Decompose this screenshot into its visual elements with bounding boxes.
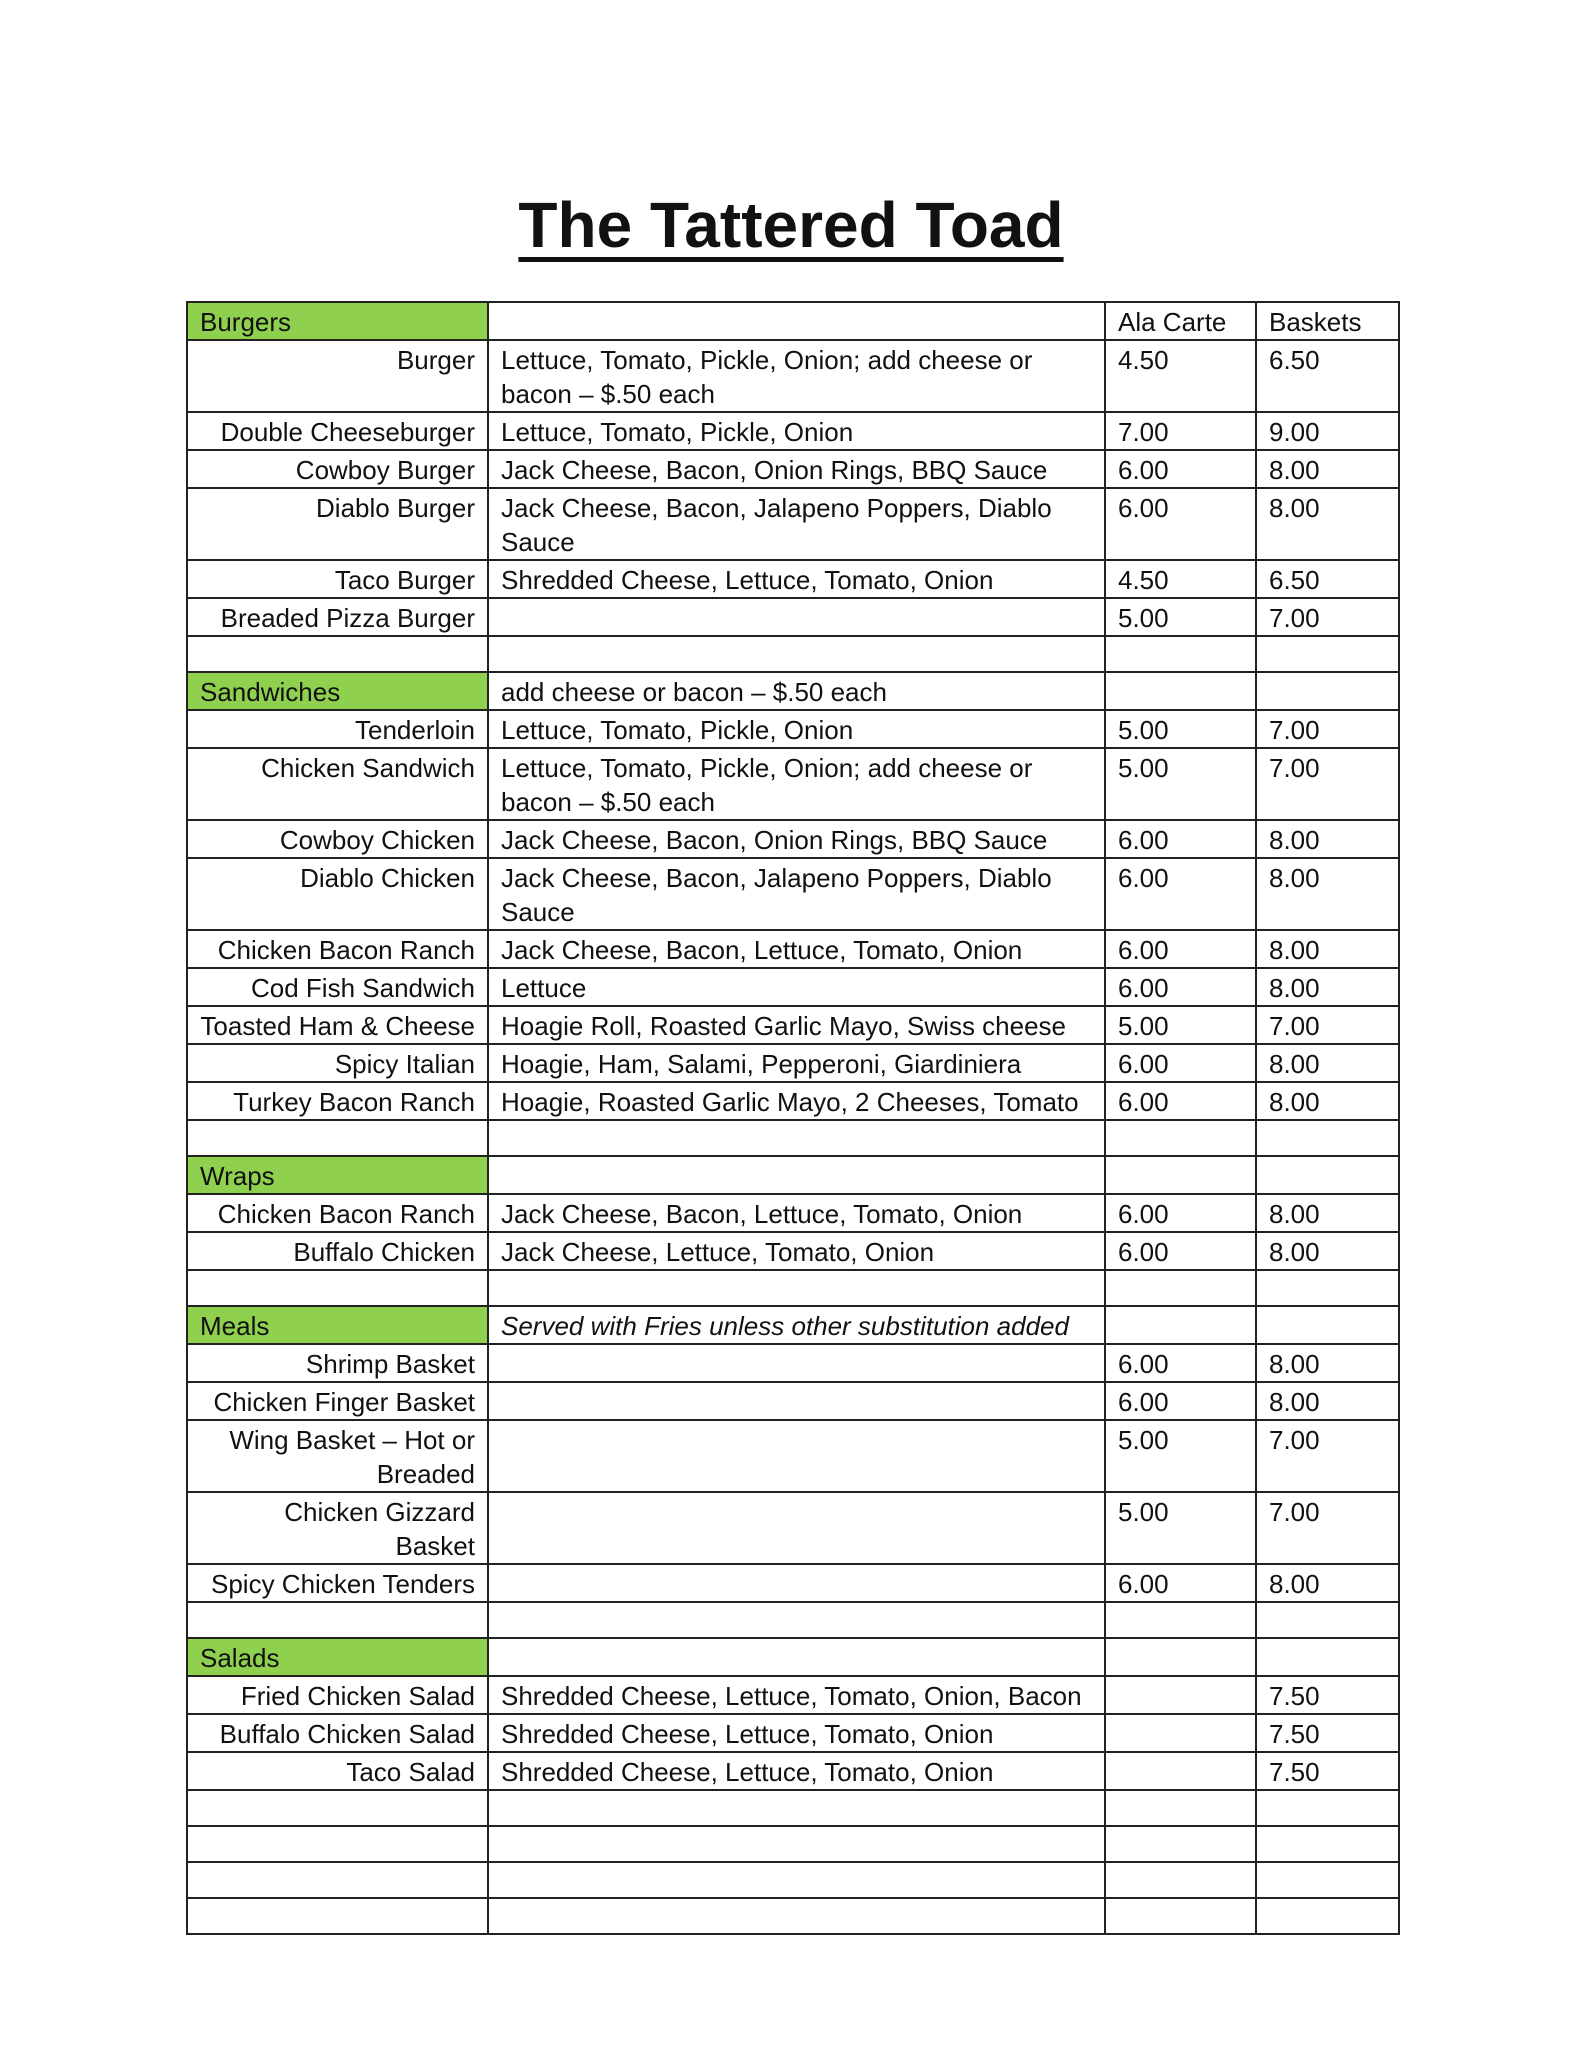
item-price-basket: 8.00 [1256,968,1399,1006]
item-description [488,1492,1105,1564]
item-price-basket: 8.00 [1256,820,1399,858]
item-name: Spicy Italian [187,1044,488,1082]
item-description: Jack Cheese, Bacon, Jalapeno Poppers, Diablo Sauce [488,488,1105,560]
item-price-basket: 7.50 [1256,1676,1399,1714]
item-price-basket: 8.00 [1256,1344,1399,1382]
item-price-ala-carte: 7.00 [1105,412,1256,450]
menu-item-row [187,858,1399,930]
item-name: Cod Fish Sandwich [187,968,488,1006]
item-price-basket: 8.00 [1256,1232,1399,1270]
item-price-ala-carte: 5.00 [1105,748,1256,820]
item-price-ala-carte: 6.00 [1105,488,1256,560]
item-description: Jack Cheese, Bacon, Lettuce, Tomato, Onion [488,1194,1105,1232]
empty-cell [1256,1638,1399,1676]
empty-cell [488,1120,1105,1156]
section-note [488,302,1105,340]
empty-cell [488,1862,1105,1898]
empty-cell [488,636,1105,672]
empty-cell [1105,1898,1256,1934]
item-price-ala-carte [1105,1752,1256,1790]
item-name: Chicken Bacon Ranch [187,1194,488,1232]
item-price-basket: 8.00 [1256,1564,1399,1602]
item-price-ala-carte: 6.00 [1105,1232,1256,1270]
item-description: Hoagie, Ham, Salami, Pepperoni, Giardiniera [488,1044,1105,1082]
item-description [488,598,1105,636]
menu-item-row [187,1676,1399,1714]
menu-item-row [187,1714,1399,1752]
item-price-basket: 8.00 [1256,1044,1399,1082]
menu-item-row [187,1420,1399,1492]
item-price-ala-carte: 5.00 [1105,710,1256,748]
item-description: Lettuce [488,968,1105,1006]
item-price-ala-carte: 5.00 [1105,1006,1256,1044]
item-price-ala-carte: 6.00 [1105,1044,1256,1082]
item-description: Hoagie, Roasted Garlic Mayo, 2 Cheeses, Tomato [488,1082,1105,1120]
item-price-ala-carte: 6.00 [1105,820,1256,858]
menu-item-row [187,1564,1399,1602]
empty-cell [187,1790,488,1826]
spacer-row [187,1120,1399,1156]
item-price-ala-carte: 6.00 [1105,1564,1256,1602]
empty-cell [1256,1602,1399,1638]
item-name: Chicken Bacon Ranch [187,930,488,968]
section-note: Served with Fries unless other substitution added [488,1306,1105,1344]
item-description [488,1344,1105,1382]
menu-item-row [187,710,1399,748]
item-price-ala-carte [1105,1714,1256,1752]
empty-cell [1256,1790,1399,1826]
menu-item-row [187,1232,1399,1270]
item-name: Chicken Finger Basket [187,1382,488,1420]
item-price-ala-carte: 5.00 [1105,598,1256,636]
empty-cell [1256,1156,1399,1194]
empty-cell [1256,672,1399,710]
menu-title: The Tattered Toad [518,189,1064,261]
item-description: Shredded Cheese, Lettuce, Tomato, Onion [488,1714,1105,1752]
item-price-ala-carte: 6.00 [1105,858,1256,930]
empty-cell [187,1898,488,1934]
menu-item-row [187,1382,1399,1420]
item-description [488,1382,1105,1420]
spacer-row [187,636,1399,672]
empty-cell [187,1826,488,1862]
item-price-basket: 9.00 [1256,412,1399,450]
item-name: Breaded Pizza Burger [187,598,488,636]
section-header-row [187,672,1399,710]
empty-cell [1105,1602,1256,1638]
blank-row [187,1898,1399,1934]
item-description: Jack Cheese, Bacon, Lettuce, Tomato, Onion [488,930,1105,968]
item-price-basket: 7.50 [1256,1752,1399,1790]
column-header-ala-carte: Ala Carte [1105,302,1256,340]
menu-item-row [187,968,1399,1006]
spacer-row [187,1270,1399,1306]
empty-cell [1256,1862,1399,1898]
menu-item-row [187,1006,1399,1044]
menu-item-row [187,560,1399,598]
item-price-basket: 7.50 [1256,1714,1399,1752]
item-name: Shrimp Basket [187,1344,488,1382]
item-name: Double Cheeseburger [187,412,488,450]
item-name: Wing Basket – Hot or Breaded [187,1420,488,1492]
item-description: Lettuce, Tomato, Pickle, Onion; add cheese or bacon – $.50 each [488,340,1105,412]
empty-cell [187,636,488,672]
section-note [488,1638,1105,1676]
item-description: Jack Cheese, Bacon, Onion Rings, BBQ Sauce [488,450,1105,488]
menu-item-row [187,1082,1399,1120]
item-description: Lettuce, Tomato, Pickle, Onion; add cheese or bacon – $.50 each [488,748,1105,820]
item-name: Buffalo Chicken [187,1232,488,1270]
section-label: Meals [187,1306,488,1344]
empty-cell [1105,1270,1256,1306]
menu-table [186,301,1400,1935]
empty-cell [488,1790,1105,1826]
empty-cell [187,1120,488,1156]
item-price-ala-carte: 6.00 [1105,1382,1256,1420]
item-name: Diablo Burger [187,488,488,560]
menu-item-row [187,748,1399,820]
empty-cell [1105,1826,1256,1862]
item-description: Jack Cheese, Lettuce, Tomato, Onion [488,1232,1105,1270]
item-description: Shredded Cheese, Lettuce, Tomato, Onion [488,1752,1105,1790]
menu-item-row [187,450,1399,488]
item-name: Chicken Sandwich [187,748,488,820]
item-price-basket: 8.00 [1256,1382,1399,1420]
empty-cell [1105,1120,1256,1156]
item-name: Taco Salad [187,1752,488,1790]
menu-item-row [187,340,1399,412]
empty-cell [488,1898,1105,1934]
item-price-basket: 8.00 [1256,488,1399,560]
item-description: Jack Cheese, Bacon, Jalapeno Poppers, Diablo Sauce [488,858,1105,930]
section-label: Burgers [187,302,488,340]
item-name: Cowboy Burger [187,450,488,488]
spacer-row [187,1602,1399,1638]
item-description [488,1564,1105,1602]
empty-cell [1105,1638,1256,1676]
section-header-row [187,1156,1399,1194]
item-price-ala-carte: 6.00 [1105,1082,1256,1120]
empty-cell [488,1826,1105,1862]
item-name: Buffalo Chicken Salad [187,1714,488,1752]
empty-cell [1105,1790,1256,1826]
blank-row [187,1826,1399,1862]
item-price-basket: 6.50 [1256,340,1399,412]
menu-item-row [187,1492,1399,1564]
empty-cell [1256,1120,1399,1156]
item-name: Taco Burger [187,560,488,598]
menu-item-row [187,412,1399,450]
item-price-ala-carte [1105,1676,1256,1714]
menu-item-row [187,598,1399,636]
blank-row [187,1790,1399,1826]
empty-cell [1105,1862,1256,1898]
empty-cell [1105,1306,1256,1344]
item-name: Cowboy Chicken [187,820,488,858]
item-price-ala-carte: 6.00 [1105,968,1256,1006]
item-name: Chicken Gizzard Basket [187,1492,488,1564]
empty-cell [1256,1826,1399,1862]
item-price-basket: 8.00 [1256,930,1399,968]
item-description: Shredded Cheese, Lettuce, Tomato, Onion, Bacon [488,1676,1105,1714]
item-description [488,1420,1105,1492]
menu-item-row [187,820,1399,858]
empty-cell [1105,672,1256,710]
item-price-ala-carte: 4.50 [1105,340,1256,412]
item-price-ala-carte: 5.00 [1105,1420,1256,1492]
empty-cell [187,1270,488,1306]
menu-item-row [187,1344,1399,1382]
empty-cell [1105,636,1256,672]
item-description: Lettuce, Tomato, Pickle, Onion [488,710,1105,748]
item-name: Burger [187,340,488,412]
column-header-baskets: Baskets [1256,302,1399,340]
item-price-basket: 6.50 [1256,560,1399,598]
item-description: Hoagie Roll, Roasted Garlic Mayo, Swiss cheese [488,1006,1105,1044]
item-price-basket: 8.00 [1256,858,1399,930]
section-label: Wraps [187,1156,488,1194]
empty-cell [1256,1306,1399,1344]
item-price-basket: 7.00 [1256,748,1399,820]
item-description: Jack Cheese, Bacon, Onion Rings, BBQ Sauce [488,820,1105,858]
item-name: Tenderloin [187,710,488,748]
section-note: add cheese or bacon – $.50 each [488,672,1105,710]
item-price-basket: 7.00 [1256,598,1399,636]
item-price-ala-carte: 4.50 [1105,560,1256,598]
section-label: Salads [187,1638,488,1676]
item-description: Lettuce, Tomato, Pickle, Onion [488,412,1105,450]
empty-cell [1105,1156,1256,1194]
empty-cell [488,1602,1105,1638]
section-label: Sandwiches [187,672,488,710]
item-price-basket: 7.00 [1256,1006,1399,1044]
blank-row [187,1862,1399,1898]
empty-cell [187,1602,488,1638]
section-header-row [187,1638,1399,1676]
item-price-ala-carte: 6.00 [1105,930,1256,968]
menu-item-row [187,930,1399,968]
item-name: Spicy Chicken Tenders [187,1564,488,1602]
item-price-ala-carte: 6.00 [1105,1194,1256,1232]
empty-cell [488,1270,1105,1306]
menu-item-row [187,488,1399,560]
empty-cell [1256,1270,1399,1306]
item-price-basket: 8.00 [1256,450,1399,488]
section-note [488,1156,1105,1194]
item-price-ala-carte: 6.00 [1105,450,1256,488]
empty-cell [1256,636,1399,672]
item-price-ala-carte: 5.00 [1105,1492,1256,1564]
section-header-row [187,1306,1399,1344]
empty-cell [187,1862,488,1898]
item-description: Shredded Cheese, Lettuce, Tomato, Onion [488,560,1105,598]
menu-item-row [187,1044,1399,1082]
item-price-basket: 8.00 [1256,1082,1399,1120]
menu-item-row [187,1194,1399,1232]
item-price-basket: 7.00 [1256,1420,1399,1492]
item-price-ala-carte: 6.00 [1105,1344,1256,1382]
menu-item-row [187,1752,1399,1790]
item-price-basket: 8.00 [1256,1194,1399,1232]
item-name: Fried Chicken Salad [187,1676,488,1714]
item-name: Toasted Ham & Cheese [187,1006,488,1044]
item-price-basket: 7.00 [1256,710,1399,748]
item-price-basket: 7.00 [1256,1492,1399,1564]
item-name: Diablo Chicken [187,858,488,930]
section-header-row [187,302,1399,340]
item-name: Turkey Bacon Ranch [187,1082,488,1120]
empty-cell [1256,1898,1399,1934]
